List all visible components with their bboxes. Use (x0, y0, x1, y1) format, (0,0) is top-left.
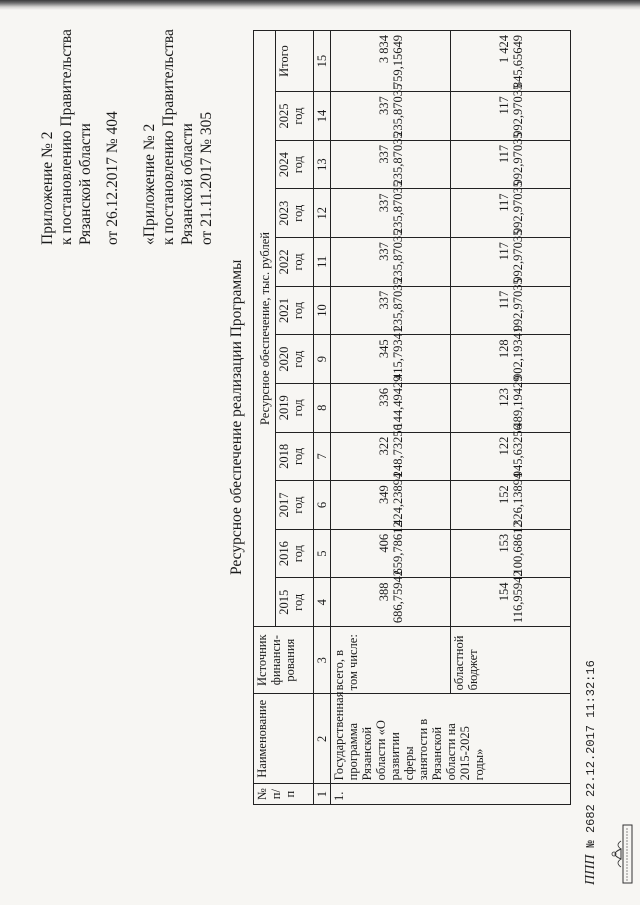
col-number: 10 (314, 286, 331, 335)
value-cell: 117 992,97035 (451, 238, 571, 287)
value-cell: 337 235,87035 (331, 286, 451, 335)
stamp-number: № 2682 22.12.2017 11:32:16 (584, 660, 598, 848)
header-line: к постановлению Правительства (160, 29, 177, 245)
value-cell: 123 489,19429 (451, 383, 571, 432)
value-cell: 117 992,97035 (451, 92, 571, 141)
col-number: 5 (314, 529, 331, 578)
col-header-source: Источник финанси-рования (254, 627, 314, 694)
row-number: 1. (331, 784, 571, 805)
total-cell: 3 834 759,15649 (331, 31, 451, 92)
total-header: Итого (276, 31, 314, 92)
program-name: Государственная программа Рязанской области «О развитии сферы занятости в Рязанской области на 2015-2025 годы» (331, 694, 571, 784)
value-cell: 345 415,79341 (331, 335, 451, 384)
value-cell: 337 235,87035 (331, 92, 451, 141)
stamp-ppp: ППП (583, 854, 598, 885)
value-cell: 406 659,78612 (331, 529, 451, 578)
value-cell: 117 992,97035 (451, 140, 571, 189)
total-cell: 1 424 845,65649 (451, 31, 571, 92)
col-header-resource: Ресурсное обеспечение, тыс. рублей (254, 31, 276, 627)
header-line: к постановлению Правительства (58, 29, 75, 245)
col-header-no: № п/п (254, 784, 314, 805)
document-title: Ресурсное обеспечение реализации Программы (228, 259, 245, 575)
value-cell: 337 235,87035 (331, 140, 451, 189)
value-cell: 349 424,23894 (331, 481, 451, 530)
year-header: 2025 год (276, 92, 314, 141)
col-number: 2 (314, 694, 331, 784)
value-cell: 117 992,97035 (451, 286, 571, 335)
header-line: от 21.11.2017 № 305 (198, 111, 215, 245)
year-header: 2015 год (276, 578, 314, 627)
value-cell: 337 235,87035 (331, 238, 451, 287)
value-cell: 388 686,75942 (331, 578, 451, 627)
value-cell: 117 992,97035 (451, 189, 571, 238)
registration-stamp (583, 660, 599, 885)
value-cell: 322 248,73256 (331, 432, 451, 481)
col-number: 9 (314, 335, 331, 384)
col-number: 1 (314, 784, 331, 805)
year-header: 2021 год (276, 286, 314, 335)
year-header: 2023 год (276, 189, 314, 238)
header-line: Рязанской области (179, 123, 196, 245)
value-cell: 337 235,87035 (331, 189, 451, 238)
value-cell: 122 945,63256 (451, 432, 571, 481)
col-number: 15 (314, 31, 331, 92)
source-cell: областной бюджет (451, 627, 571, 694)
year-header: 2020 год (276, 335, 314, 384)
col-number: 3 (314, 627, 331, 694)
col-number: 8 (314, 383, 331, 432)
value-cell: 336 144,49429 (331, 383, 451, 432)
year-header: 2016 год (276, 529, 314, 578)
value-cell: 128 902,19341 (451, 335, 571, 384)
col-number: 6 (314, 481, 331, 530)
column-number-row (314, 31, 331, 805)
table-row (331, 31, 451, 805)
col-number: 7 (314, 432, 331, 481)
col-number: 12 (314, 189, 331, 238)
header-line: Приложение № 2 (39, 131, 56, 245)
table-row (451, 31, 571, 805)
header-line: от 26.12.2017 № 404 (104, 111, 121, 245)
header-line: «Приложение № 2 (141, 123, 158, 245)
year-header: 2019 год (276, 383, 314, 432)
resource-table (253, 30, 571, 805)
value-cell: 154 116,95942 (451, 578, 571, 627)
col-header-name: Наименование (254, 694, 314, 784)
source-cell: всего, в том числе: (331, 627, 451, 694)
year-header: 2017 год (276, 481, 314, 530)
year-header: 2018 год (276, 432, 314, 481)
col-number: 13 (314, 140, 331, 189)
year-header: 2024 год (276, 140, 314, 189)
appendix-header (38, 15, 216, 245)
year-header: 2022 год (276, 238, 314, 287)
value-cell: 153 100,68612 (451, 529, 571, 578)
col-number: 4 (314, 578, 331, 627)
col-number: 11 (314, 238, 331, 287)
header-line: Рязанской области (77, 123, 94, 245)
crest-stamp-icon (605, 823, 635, 885)
col-number: 14 (314, 92, 331, 141)
value-cell: 152 326,13894 (451, 481, 571, 530)
